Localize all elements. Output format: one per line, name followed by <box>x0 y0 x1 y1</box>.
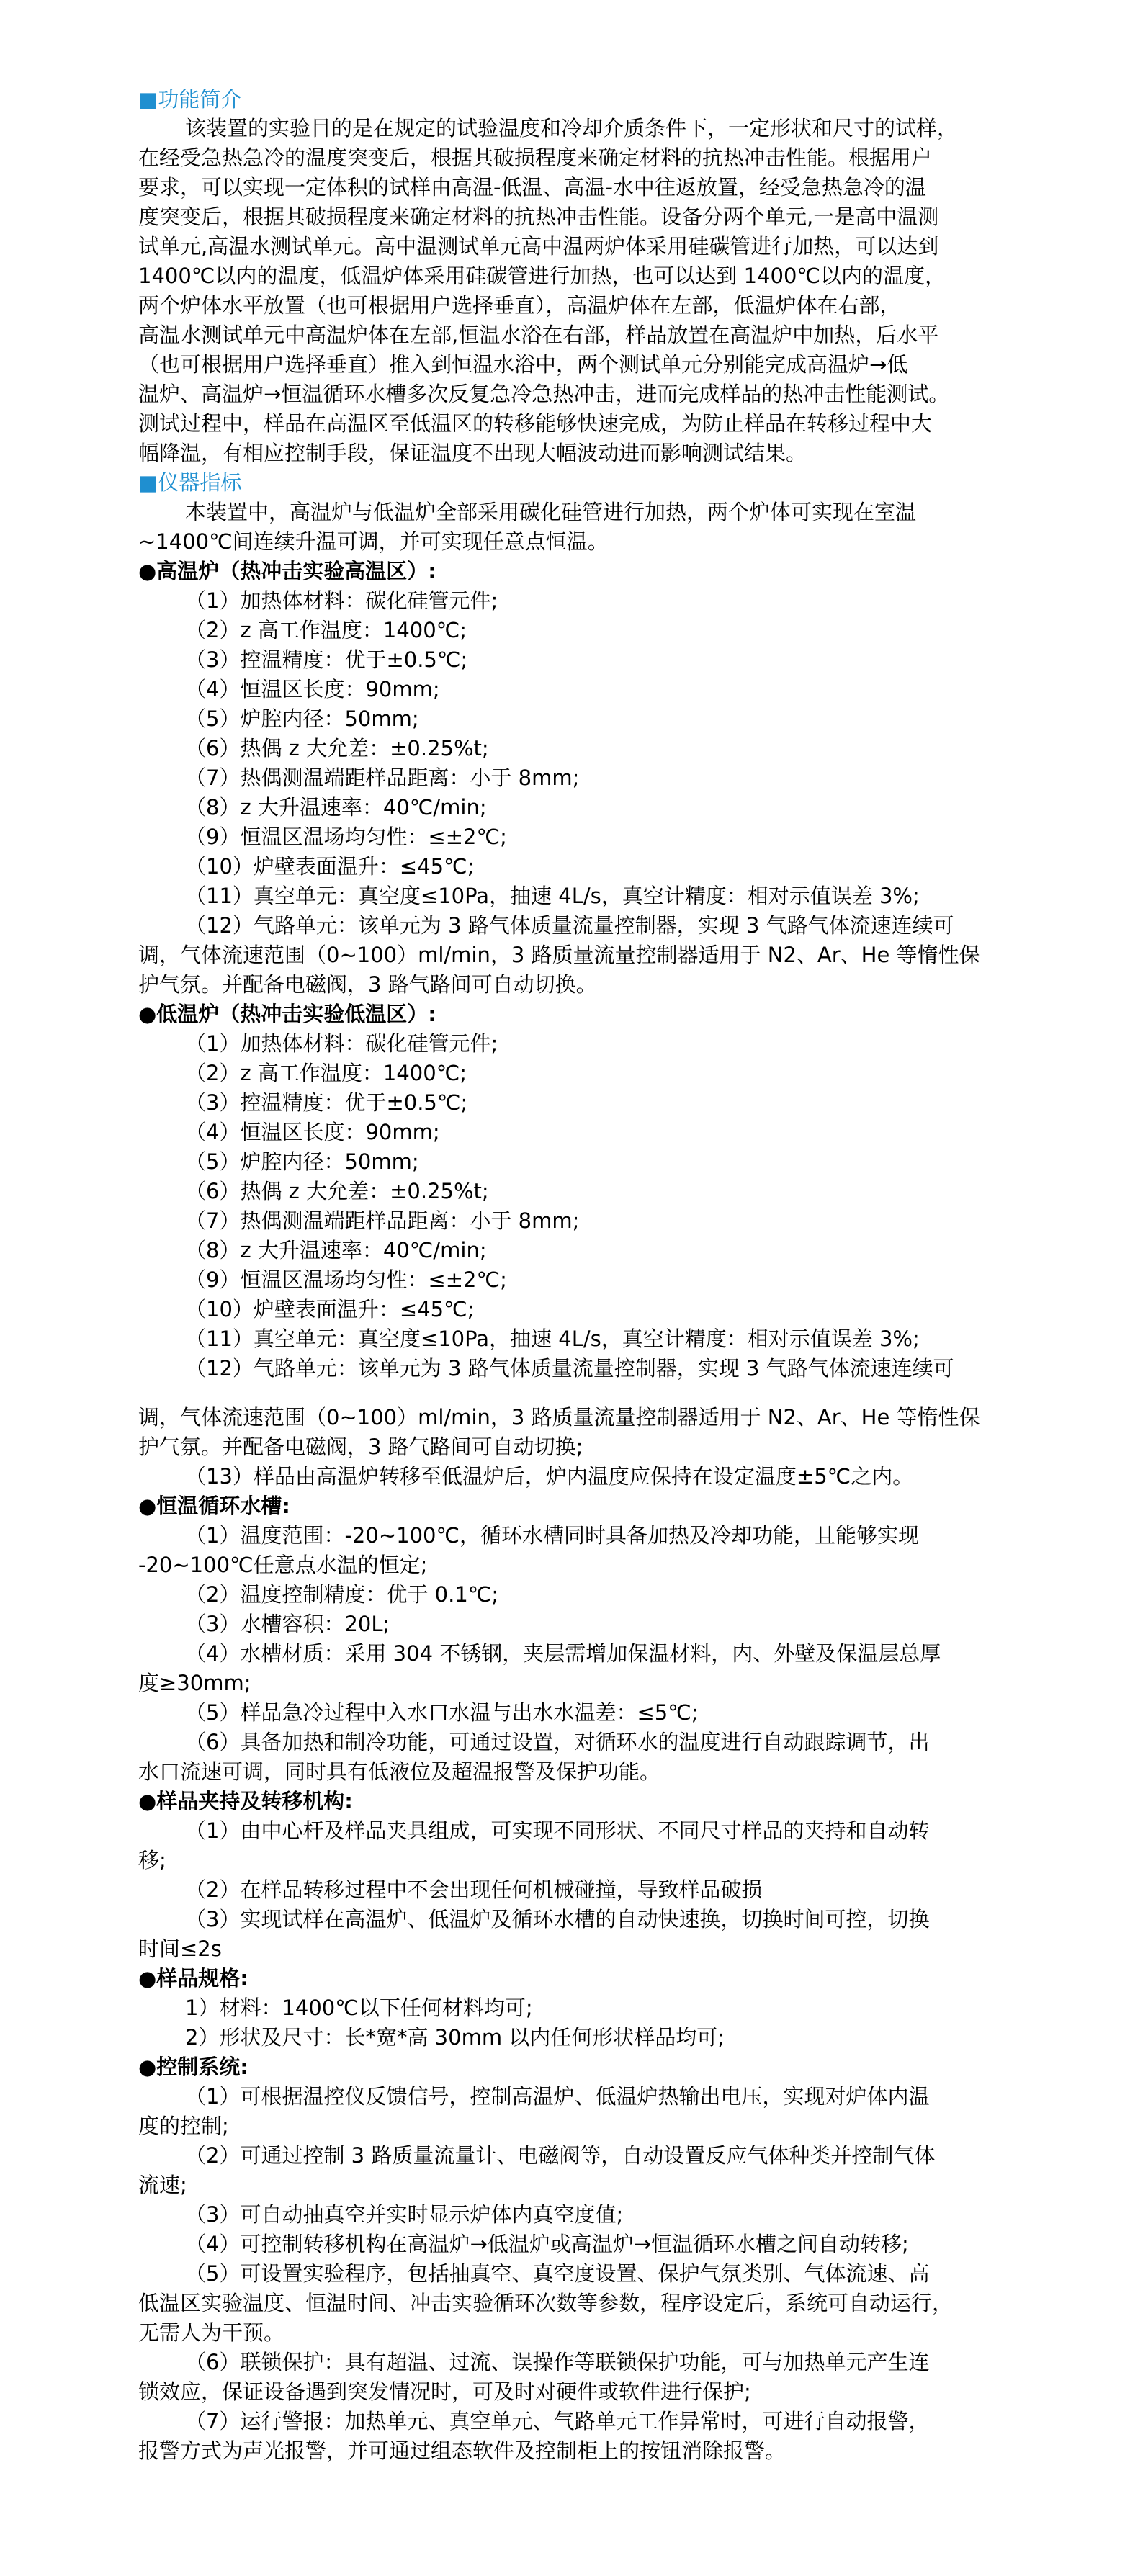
low-furnace-item: （8）z 大升温速率：40℃/min; <box>185 1238 487 1262</box>
water-tank-title: ●恒温循环水槽: <box>138 1494 290 1518</box>
high-furnace-item: （3）控温精度：优于±0.5℃; <box>185 647 468 672</box>
high-furnace-item: （2）z 高工作温度：1400℃; <box>185 618 467 642</box>
water-tank-item: （4）水槽材质：采用 304 不锈钢，夹层需增加保温材料，内、外壁及保温层总厚 <box>185 1641 941 1666</box>
low-furnace-item: （12）气路单元：该单元为 3 路气体质量流量控制器，实现 3 气路气体流速连续可 <box>185 1356 954 1381</box>
water-tank-item: 度≥30mm; <box>138 1671 251 1695</box>
intro-heading: ■功能简介 <box>138 87 242 112</box>
intro-line: 1400℃以内的温度，低温炉体采用硅碳管进行加热，也可以达到 1400℃以内的温度， <box>138 264 946 288</box>
intro-line: （也可根据用户选择垂直）推入到恒温水浴中，两个测试单元分别能完成高温炉→低 <box>138 352 908 377</box>
high-furnace-title: ●高温炉（热冲击实验高温区）: <box>138 559 436 583</box>
control-item: （2）可通过控制 3 路质量流量计、电磁阀等，自动设置反应气体种类并控制气体 <box>185 2143 936 2168</box>
sample-title: ●样品规格: <box>138 1966 248 1991</box>
low-furnace-item: （11）真空单元：真空度≤10Pa，抽速 4L/s，真空计精度：相对示值误差 3%; <box>185 1327 920 1351</box>
control-title: ●控制系统: <box>138 2055 248 2079</box>
low-furnace-item: （7）热偶测温端距样品距离：小于 8mm; <box>185 1208 580 1233</box>
high-furnace-item: （7）热偶测温端距样品距离：小于 8mm; <box>185 766 580 790</box>
intro-line: 要求，可以实现一定体积的试样由高温-低温、高温-水中往返放置，经受急热急冷的温 <box>138 175 926 199</box>
low-furnace-item: （9）恒温区温场均匀性：≤±2℃; <box>185 1267 507 1292</box>
clamp-title: ●样品夹持及转移机构: <box>138 1789 353 1813</box>
sample-item: 1）材料：1400℃以下任何材料均可; <box>185 1996 533 2020</box>
water-tank-item: （6）具备加热和制冷功能，可通过设置，对循环水的温度进行自动跟踪调节，出 <box>185 1730 930 1754</box>
low-furnace-item: （3）控温精度：优于±0.5℃; <box>185 1090 468 1115</box>
high-furnace-item: （4）恒温区长度：90mm; <box>185 677 440 701</box>
control-item: （7）运行警报：加热单元、真空单元、气路单元工作异常时，可进行自动报警， <box>185 2409 930 2433</box>
sample-item: 2）形状及尺寸：长*宽*高 30mm 以内任何形状样品均可; <box>185 2025 725 2050</box>
control-item: 报警方式为声光报警，并可通过组态软件及控制柜上的按钮消除报警。 <box>138 2438 786 2463</box>
water-tank-item: （3）水槽容积：20L; <box>185 1612 390 1636</box>
control-item: 低温区实验温度、恒温时间、冲击实验循环次数等参数，程序设定后，系统可自动运行， <box>138 2291 954 2315</box>
high-furnace-item: （8）z 大升温速率：40℃/min; <box>185 795 487 820</box>
high-furnace-item: （6）热偶 z 大允差：±0.25%t; <box>185 736 489 760</box>
control-item: （5）可设置实验程序，包括抽真空、真空度设置、保护气氛类别、气体流速、高 <box>185 2261 930 2286</box>
high-furnace-cont: 调，气体流速范围（0~100）ml/min，3 路质量流量控制器适用于 N2、Ar、He 等惰性保 <box>138 943 980 967</box>
low-furnace-cont: 调，气体流速范围（0~100）ml/min，3 路质量流量控制器适用于 N2、Ar、He 等惰性保 <box>138 1405 980 1430</box>
intro-line: 在经受急热急冷的温度突变后，根据其破损程度来确定材料的抗热冲击性能。根据用户 <box>138 145 933 170</box>
control-item: （4）可控制转移机构在高温炉→低温炉或高温炉→恒温循环水槽之间自动转移; <box>185 2232 909 2256</box>
high-furnace-item: （5）炉腔内径：50mm; <box>185 706 419 731</box>
low-furnace-item: （2）z 高工作温度：1400℃; <box>185 1061 467 1085</box>
low-furnace-item: （4）恒温区长度：90mm; <box>185 1120 440 1144</box>
low-furnace-title: ●低温炉（热冲击实验低温区）: <box>138 1002 436 1026</box>
control-item: （6）联锁保护：具有超温、过流、误操作等联锁保护功能，可与加热单元产生连 <box>185 2350 930 2374</box>
control-item: 锁效应，保证设备遇到突发情况时，可及时对硬件或软件进行保护; <box>138 2379 751 2404</box>
water-tank-item: （2）温度控制精度：优于 0.1℃; <box>185 1582 499 1607</box>
clamp-item: （3）实现试样在高温炉、低温炉及循环水槽的自动快速换，切换时间可控，切换 <box>185 1907 930 1931</box>
water-tank-item: （5）样品急冷过程中入水口水温与出水水温差：≤5℃; <box>185 1700 699 1725</box>
high-furnace-item: （11）真空单元：真空度≤10Pa，抽速 4L/s，真空计精度：相对示值误差 3%; <box>185 884 920 908</box>
intro-line: 高温水测试单元中高温炉体在左部,恒温水浴在右部，样品放置在高温炉中加热，后水平 <box>138 323 939 347</box>
control-item: 流速; <box>138 2173 187 2197</box>
low-furnace-item: （5）炉腔内径：50mm; <box>185 1149 419 1174</box>
intro-line: 度突变后，根据其破损程度来确定材料的抗热冲击性能。设备分两个单元,一是高中温测 <box>138 205 939 229</box>
low-furnace-item: （10）炉壁表面温升：≤45℃; <box>185 1297 475 1321</box>
control-item: 无需人为干预。 <box>138 2320 285 2345</box>
water-tank-item: （1）温度范围：-20~100℃，循环水槽同时具备加热及冷却功能，且能够实现 <box>185 1523 920 1548</box>
water-tank-item: -20~100℃任意点水温的恒定; <box>138 1553 428 1577</box>
intro-line: 该装置的实验目的是在规定的试验温度和冷却介质条件下，一定形状和尺寸的试样， <box>185 116 959 140</box>
water-tank-item: 水口流速可调，同时具有低液位及超温报警及保护功能。 <box>138 1759 661 1784</box>
clamp-item: 移; <box>138 1848 166 1872</box>
spec-intro-line: 本装置中，高温炉与低温炉全部采用碳化硅管进行加热，两个炉体可实现在室温 <box>185 500 917 524</box>
intro-line: 测试过程中，样品在高温区至低温区的转移能够快速完成，为防止样品在转移过程中大 <box>138 411 933 436</box>
intro-line: 温炉、高温炉→恒温循环水槽多次反复急冷急热冲击，进而完成样品的热冲击性能测试。 <box>138 382 950 406</box>
control-item: （1）可根据温控仪反馈信号，控制高温炉、低温炉热输出电压，实现对炉体内温 <box>185 2084 930 2109</box>
clamp-item: （2）在样品转移过程中不会出现任何机械碰撞，导致样品破损 <box>185 1877 763 1902</box>
high-furnace-item: （9）恒温区温场均匀性：≤±2℃; <box>185 825 507 849</box>
low-furnace-cont: 护气氛。并配备电磁阀，3 路气路间可自动切换; <box>138 1435 583 1459</box>
low-furnace-item-13: （13）样品由高温炉转移至低温炉后，炉内温度应保持在设定温度±5℃之内。 <box>185 1464 914 1489</box>
intro-line: 试单元,高温水测试单元。高中温测试单元高中温两炉体采用硅碳管进行加热，可以达到 <box>138 234 939 259</box>
spec-intro-line: ~1400℃间连续升温可调，并可实现任意点恒温。 <box>138 529 609 554</box>
high-furnace-item: （12）气路单元：该单元为 3 路气体质量流量控制器，实现 3 气路气体流速连续可 <box>185 913 954 938</box>
intro-line: 幅降温，有相应控制手段，保证温度不出现大幅波动进而影响测试结果。 <box>138 441 807 465</box>
intro-line: 两个炉体水平放置（也可根据用户选择垂直），高温炉体在左部，低温炉体在右部， <box>138 293 901 318</box>
control-item: 度的控制; <box>138 2114 229 2138</box>
low-furnace-item: （1）加热体材料：碳化硅管元件; <box>185 1031 498 1056</box>
spec-heading: ■仪器指标 <box>138 470 242 495</box>
clamp-item: 时间≤2s <box>138 1937 222 1961</box>
low-furnace-item: （6）热偶 z 大允差：±0.25%t; <box>185 1179 489 1203</box>
high-furnace-item: （10）炉壁表面温升：≤45℃; <box>185 854 475 879</box>
clamp-item: （1）由中心杆及样品夹具组成，可实现不同形状、不同尺寸样品的夹持和自动转 <box>185 1818 930 1843</box>
high-furnace-cont: 护气氛。并配备电磁阀，3 路气路间可自动切换。 <box>138 972 597 997</box>
control-item: （3）可自动抽真空并实时显示炉体内真空度值; <box>185 2202 624 2227</box>
high-furnace-item: （1）加热体材料：碳化硅管元件; <box>185 588 498 613</box>
